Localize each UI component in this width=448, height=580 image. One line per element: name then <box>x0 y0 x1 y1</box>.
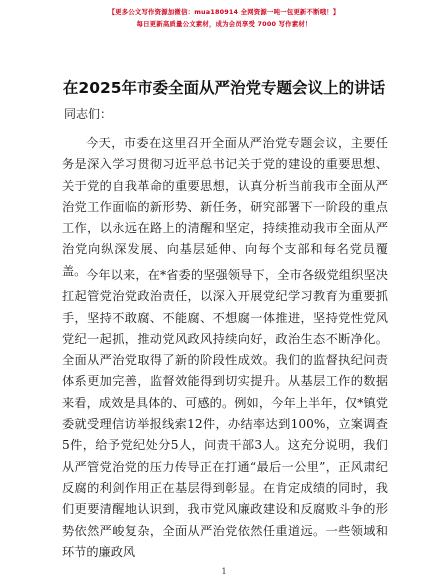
salutation: 同志们： <box>64 107 113 121</box>
document-title: 在2025年市委全面从严治党专题会议上的讲话 <box>62 79 386 97</box>
promo-banner-line-1: 【更多公文写作资源加微信：mua180914 全网资源一吨一包更新不断哦！】 <box>108 8 340 16</box>
promo-banner-line-2: 每日更新高质量公文素材，成为会员享受 7000 写作素材！ <box>136 20 312 28</box>
page-number: 1 <box>221 567 227 576</box>
paragraph-2: 今年以来，在*省委的坚强领导下，全市各级党组织坚决扛起管党治党政治责任，以深入开展党纪学习教育为重要抓手，坚持不敢腐、不能腐、不想腐一体推进，坚持党性党风党纪一起抓，推动党风政风持续向好，政治生态不断净化。全面从严治党取得了新的阶段性成效。我们的监督执纪问责体系更加完善，监督效能得到切实提升。从基层工作的数据来看，成效是具体的、可感的。例如，今年上半年，仅*镇党委就受理信访举报线索12件，办结率达到100%，立案调查5件，给予党纪处分5人，问责干部3人。这充分说明，我们从严管党治党的压力传导正在打通“最后一公里”，正风肃纪反腐的利剑作用正在基层得到彰显。在肯定成绩的同时，我们更要清醒地认识到，我市党风廉政建设和反腐败斗争的形势依然严峻复杂，全面从严治党依然任重道远。一些领域和环节的廉政风 <box>62 268 388 559</box>
paragraph-1: 今天，市委在这里召开全面从严治党专题会议，主要任务是深入学习贯彻习近平总书记关于党的建设的重要思想、关于党的自我革命的重要思想，认真分析当前我市全面从严治党工作面临的新形势、新任务，研究部署下一阶段的重点工作，以永远在路上的清醒和坚定，持续推动我市全面从严治党向纵深发展、向基层延伸、向每个支部和每名党员覆盖。 <box>62 136 388 278</box>
